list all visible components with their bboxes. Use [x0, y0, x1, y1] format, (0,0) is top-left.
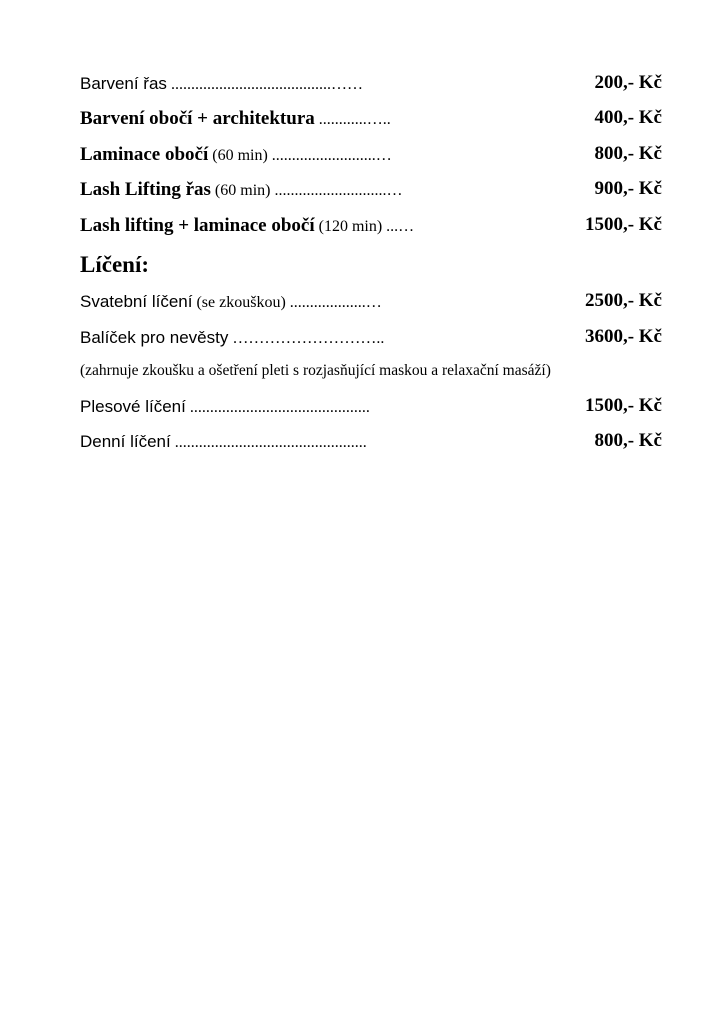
service-name: Svatební líčení	[80, 292, 193, 311]
leader-dots: ........................................……	[166, 76, 363, 93]
service-name: Barvení obočí + architektura	[80, 108, 315, 129]
service-name: Balíček pro nevěsty	[80, 328, 229, 347]
leader-dots: ..........................…	[267, 147, 392, 164]
price-row-bridal-package	[80, 324, 662, 350]
price-row-eyelash-tint	[80, 70, 662, 96]
leader-dots: .............................................	[185, 399, 370, 416]
service-label	[80, 105, 391, 133]
service-price: 3600,- Kč	[584, 326, 662, 347]
service-label	[80, 176, 402, 204]
leader-dots: ………………………..	[228, 330, 385, 347]
service-price: 1500,- Kč	[584, 214, 662, 235]
service-duration: (60 min)	[208, 147, 268, 164]
service-label	[80, 324, 384, 352]
price-row-lash-lifting	[80, 176, 662, 202]
service-detail: (se zkouškou)	[192, 294, 286, 311]
service-label	[80, 70, 363, 98]
service-price: 400,- Kč	[594, 107, 662, 128]
service-name: Plesové líčení	[80, 397, 186, 416]
leader-dots: ...................…	[285, 294, 382, 311]
price-row-day-makeup	[80, 428, 662, 454]
service-price: 800,- Kč	[594, 143, 662, 164]
service-name: Laminace obočí	[80, 144, 209, 165]
service-label	[80, 212, 414, 240]
service-name: Lash lifting + laminace obočí	[80, 215, 315, 236]
price-row-brow-lamination	[80, 141, 662, 167]
service-duration: (60 min)	[210, 182, 271, 199]
price-row-ball-makeup	[80, 393, 662, 419]
service-price: 1500,- Kč	[584, 395, 662, 416]
price-row-wedding-makeup	[80, 288, 662, 314]
makeup-section-heading: Líčení:	[80, 252, 149, 277]
service-name: Lash Lifting řas	[80, 179, 211, 200]
service-label	[80, 141, 392, 169]
service-duration: (120 min)	[314, 218, 383, 235]
service-label	[80, 393, 370, 421]
leader-dots: ............…..	[314, 111, 391, 128]
service-price: 200,- Kč	[594, 72, 662, 93]
bridal-package-note: (zahrnuje zkoušku a ošetření pleti s rozjasňující maskou a relaxační masáží)	[80, 362, 551, 379]
service-name: Denní líčení	[80, 432, 171, 451]
price-row-brow-tint-architecture	[80, 105, 662, 131]
leader-dots: ...…	[382, 218, 415, 235]
service-label	[80, 428, 367, 456]
service-price: 900,- Kč	[594, 178, 662, 199]
service-price: 800,- Kč	[594, 430, 662, 451]
service-price: 2500,- Kč	[584, 290, 662, 311]
leader-dots: ............................…	[270, 182, 403, 199]
service-name: Barvení řas	[80, 74, 167, 93]
leader-dots: ................................................	[170, 434, 367, 451]
service-label	[80, 288, 382, 316]
price-row-lash-lifting-brow-lamination	[80, 212, 662, 238]
